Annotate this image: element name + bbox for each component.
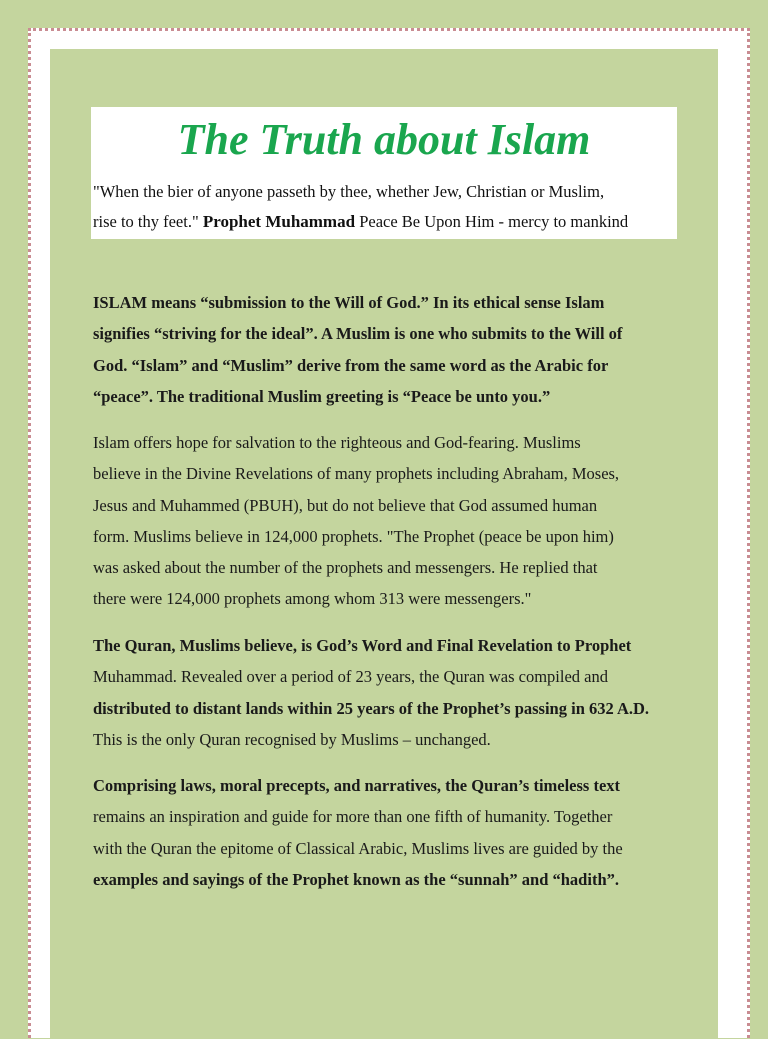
paragraph-quran [93,630,693,755]
hadith-quote [93,177,683,237]
prophet-name: Prophet Muhammad [202,212,356,231]
paragraph-line: “peace”. The traditional Muslim greeting is “Peace be unto you.” [93,386,551,406]
paragraph-line: Comprising laws, moral precepts, and narratives, the Quran’s timeless text [93,776,621,795]
title-box [91,107,677,239]
quote-line-2 [93,207,683,237]
paragraph-line: with the Quran the epitome of Classical Arabic, Muslims lives are guided by the [93,838,623,858]
paragraph-prophets [93,427,693,615]
paragraph-line: God. “Islam” and “Muslim” derive from the same word as the Arabic for [93,355,609,375]
paragraph-meaning [93,287,693,412]
paragraph-line: ISLAM means “submission to the Will of God.” In its ethical sense Islam [93,293,605,312]
paragraph-line: there were 124,000 prophets among whom 313 were messengers." [93,589,532,609]
quote-line-2-start: rise to thy feet." [93,212,203,231]
paragraph-line: Islam offers hope for salvation to the righteous and God-fearing. Muslims [93,433,581,452]
paragraph-line: remains an inspiration and guide for more than one fifth of humanity. Together [93,807,613,827]
paragraph-line: was asked about the number of the prophets and messengers. He replied that [93,558,598,578]
paragraph-sunnah [93,770,693,895]
paragraph-line: This is the only Quran recognised by Muslims – unchanged. [93,729,491,749]
paragraph-line: Jesus and Muhammed (PBUH), but do not believe that God assumed human [93,495,598,515]
paragraph-line: signifies “striving for the ideal”. A Muslim is one who submits to the Will of [93,324,623,344]
quote-line-1: "When the bier of anyone passeth by thee, whether Jew, Christian or Muslim, [93,182,605,201]
page-title: The Truth about Islam [177,115,591,164]
paragraph-line: Muhammad. Revealed over a period of 23 years, the Quran was compiled and [93,667,608,687]
paragraph-line: The Quran, Muslims believe, is God’s Word and Final Revelation to Prophet [93,636,632,655]
paragraph-line: form. Muslims believe in 124,000 prophets. "The Prophet (peace be upon him) [93,526,614,546]
quote-line-2-end: Peace Be Upon Him - mercy to mankind [355,212,629,231]
paragraph-line: examples and sayings of the Prophet known as the “sunnah” and “hadith”. [93,869,619,889]
paragraph-line: believe in the Divine Revelations of many prophets including Abraham, Moses, [93,464,620,484]
paragraph-line: distributed to distant lands within 25 years of the Prophet’s passing in 632 A.D. [93,698,650,718]
